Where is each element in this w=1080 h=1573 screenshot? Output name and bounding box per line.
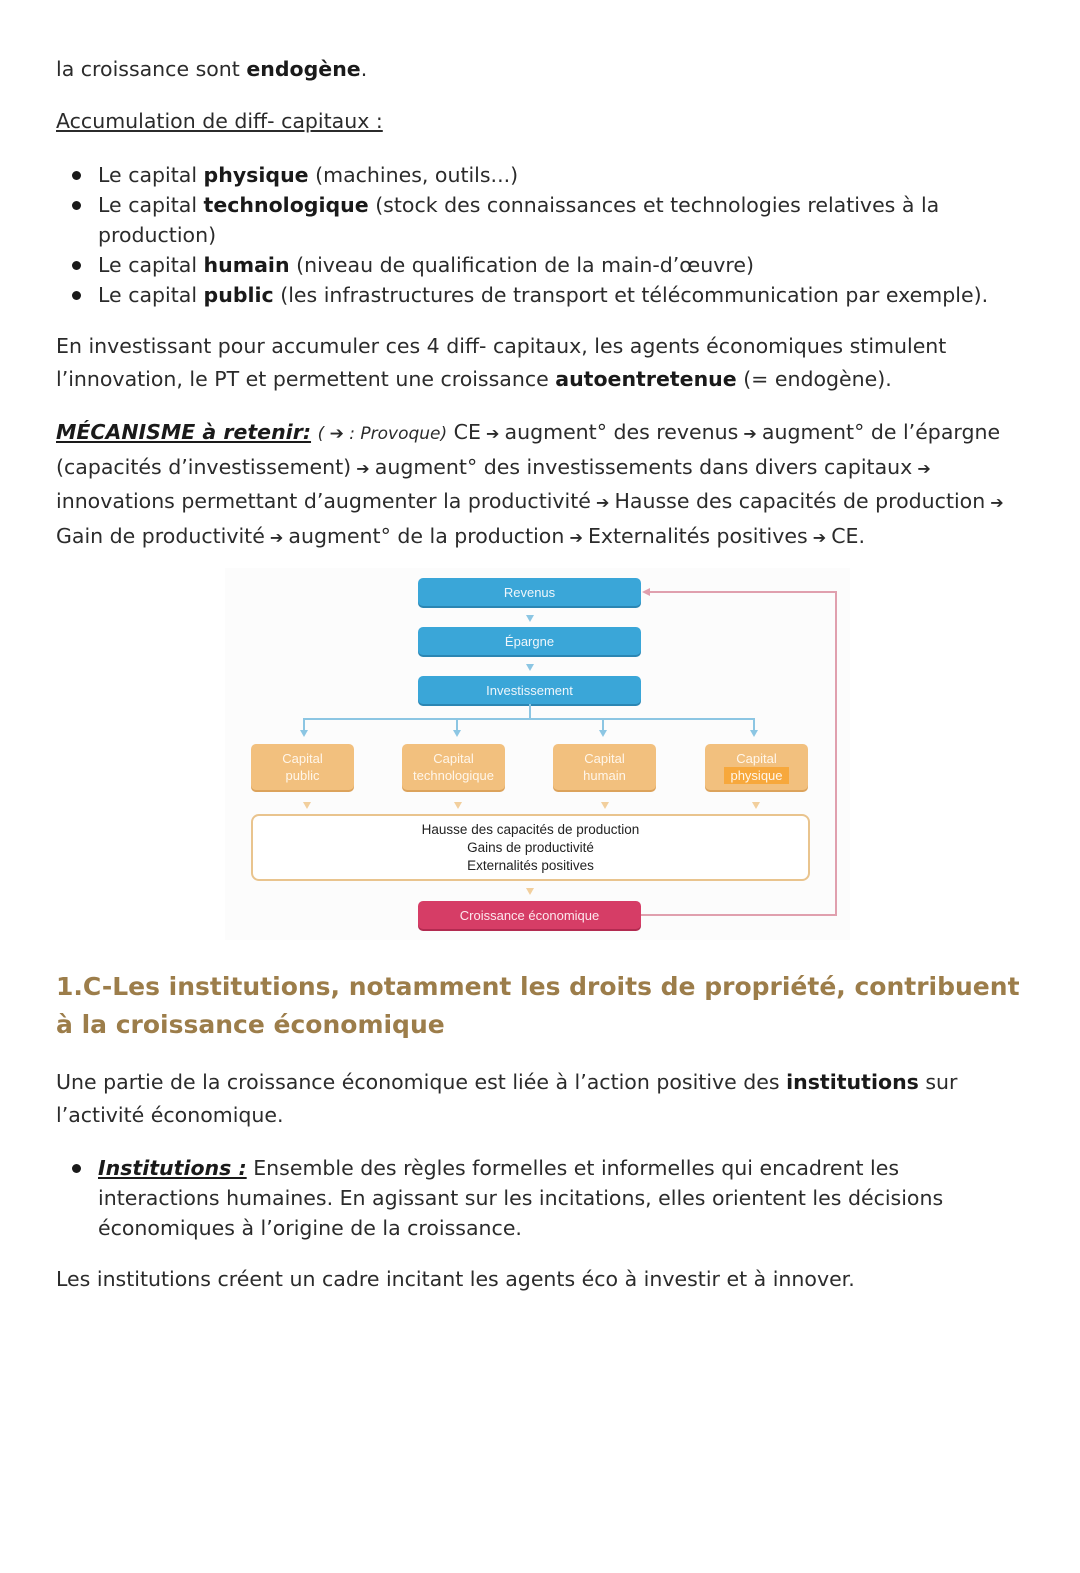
arrow-down-icon <box>526 888 534 895</box>
mechanism-step: Gain de productivité <box>56 523 265 548</box>
mechanism-title: MÉCANISME à retenir: <box>56 420 312 444</box>
bullet-icon <box>72 201 81 210</box>
connector-line <box>303 718 755 720</box>
section-title: 1.C-Les institutions, notamment les droits de propriété, contribuent à la croissance économique <box>56 972 1020 1039</box>
list-item: Le capital public (les infrastructures de transport et télécommunication par exemple). <box>56 280 996 310</box>
capital-list <box>56 160 996 310</box>
intro-bold: endogène <box>246 57 361 81</box>
mechanism-step: CE. <box>831 523 865 548</box>
mechanism-step: Hausse des capacités de production <box>614 489 986 513</box>
arrow-down-icon <box>526 615 534 622</box>
arrow-down-icon <box>303 802 311 809</box>
capital-physique-box: Capital physique <box>705 744 808 790</box>
definition-list <box>56 1153 1021 1243</box>
definition-term: Institutions : <box>98 1156 247 1180</box>
arrow-down-icon <box>454 802 462 809</box>
arrow-down-icon <box>601 802 609 809</box>
connector-line <box>303 718 305 730</box>
result-item: Hausse des capacités de production <box>421 821 640 837</box>
mechanism-step: innovations permettant d’augmenter la productivité <box>56 489 591 513</box>
connector-line <box>456 718 458 730</box>
revenus-box: Revenus <box>418 578 641 606</box>
institutions-paragraph: Une partie de la croissance économique est liée à l’action positive des institutions sur l’activité économique. <box>56 1070 958 1127</box>
growth-diagram <box>225 568 850 940</box>
arrow-right-icon: ➔ <box>807 527 832 547</box>
arrow-right-icon: ➔ <box>738 424 762 443</box>
mechanism-step: augment° de la production <box>288 523 565 548</box>
arrow-right-icon: ➔ <box>590 493 615 512</box>
bullet-icon <box>72 171 81 180</box>
arrow-right-icon: ➔ <box>912 458 931 478</box>
arrow-right-icon: ➔ <box>564 527 588 547</box>
mechanism-step: Externalités positives <box>587 523 808 548</box>
result-item: Externalités positives <box>467 857 594 873</box>
connector-line <box>753 718 755 730</box>
arrow-right-icon: ➔ <box>264 527 289 547</box>
capital-public-box: Capital public <box>251 744 354 790</box>
epargne-box: Épargne <box>418 627 641 655</box>
arrow-right-icon: ➔ <box>480 424 505 443</box>
intro-text: la croissance sont <box>56 57 247 81</box>
results-box <box>251 814 810 881</box>
capital-humain-box: Capital humain <box>553 744 656 790</box>
closing-paragraph: Les institutions créent un cadre incitant les agents éco à investir et à innover. <box>56 1267 855 1291</box>
capital-technologique-box: Capital technologique <box>402 744 505 790</box>
arrow-down-icon <box>752 802 760 809</box>
definition-text: Ensemble des règles formelles et informelles qui encadrent les interactions humaines. En agissant sur les incitations, elles orientent les décisions économiques à l’origine de la croissance. <box>98 1156 944 1240</box>
mechanism-legend: ( ➔ : Provoque) <box>317 424 448 444</box>
mechanism-step: augment° de l’épargne (capacités d’investissement) <box>56 420 1001 479</box>
list-item: Le capital technologique (stock des connaissances et technologies relatives à la production) <box>56 190 996 250</box>
loop-line <box>641 914 837 916</box>
arrow-down-icon <box>526 664 534 671</box>
investment-paragraph: En investissant pour accumuler ces 4 diff- capitaux, les agents économiques stimulent l’innovation, le PT et permettent une croissance autoentretenue (= endogène). <box>56 334 947 391</box>
loop-line <box>649 591 837 593</box>
bullet-icon <box>72 1164 81 1173</box>
intro-suffix: . <box>360 57 368 81</box>
connector-line <box>529 704 531 719</box>
mechanism-paragraph <box>56 416 1021 554</box>
bullet-icon <box>72 291 81 300</box>
arrow-right-icon: ➔ <box>351 458 375 478</box>
arrow-down-icon <box>300 730 308 737</box>
investissement-box: Investissement <box>418 676 641 704</box>
list-item: Le capital humain (niveau de qualification de la main-d’œuvre) <box>56 250 996 280</box>
intro-sentence <box>56 53 367 86</box>
list-item <box>56 1153 1021 1243</box>
list-item: Le capital physique (machines, outils...) <box>56 160 996 190</box>
mechanism-step: augment° des investissements dans divers capitaux <box>374 454 913 479</box>
arrow-right-icon: ➔ <box>985 493 1004 512</box>
arrow-down-icon <box>750 730 758 737</box>
bullet-icon <box>72 261 81 270</box>
result-item: Gains de productivité <box>467 839 594 855</box>
connector-line <box>602 718 604 730</box>
croissance-box: Croissance économique <box>418 901 641 929</box>
mechanism-step: augment° des revenus <box>504 420 739 444</box>
arrow-down-icon <box>599 730 607 737</box>
arrow-down-icon <box>453 730 461 737</box>
mechanism-step: CE <box>453 420 481 444</box>
accumulation-heading: Accumulation de diff- capitaux : <box>56 109 383 133</box>
arrow-left-icon <box>642 588 650 596</box>
loop-line <box>835 591 837 916</box>
